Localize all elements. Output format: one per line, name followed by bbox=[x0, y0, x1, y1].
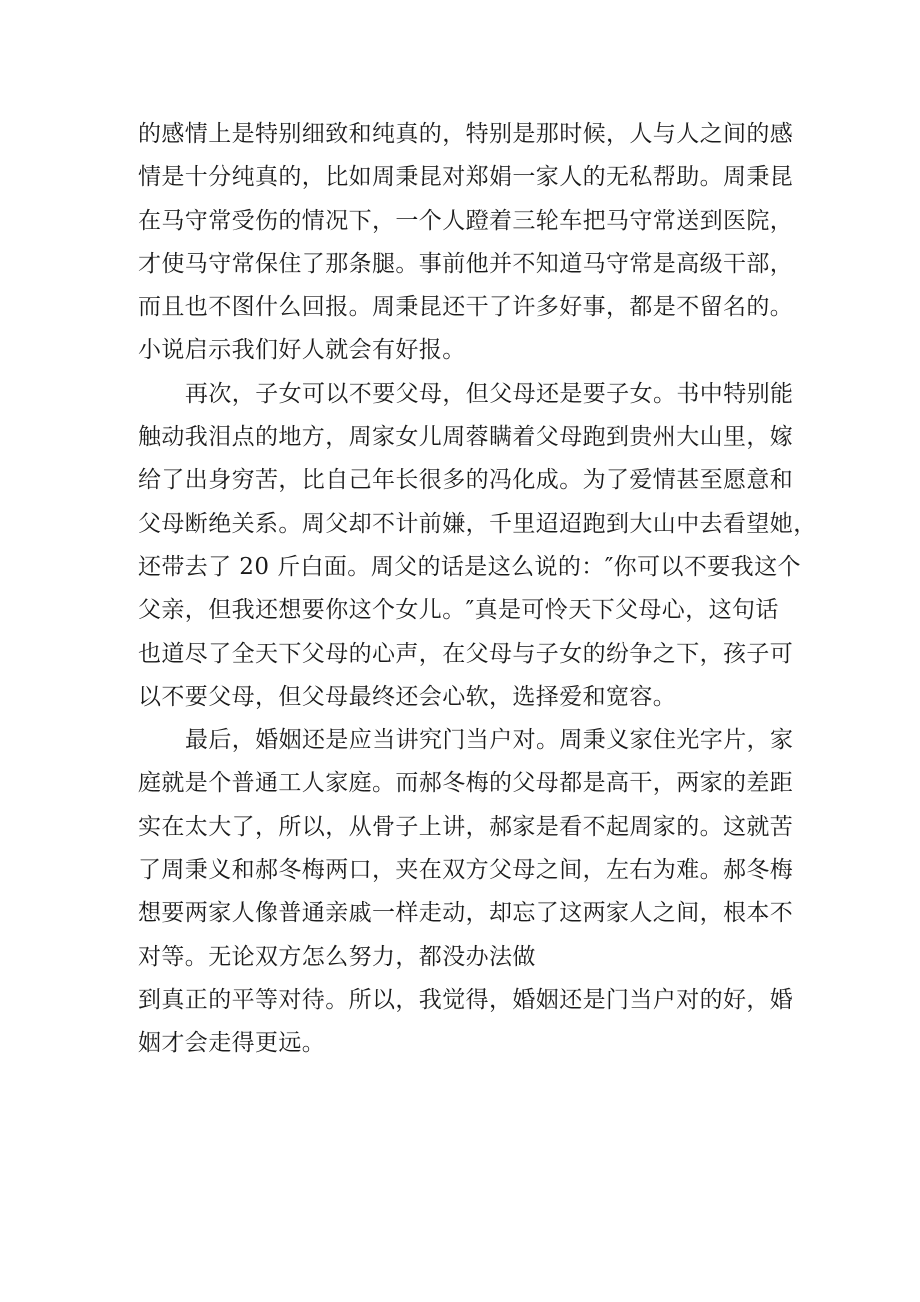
text-line: 情是十分纯真的，比如周秉昆对郑娟一家人的无私帮助。周秉昆 bbox=[138, 164, 794, 191]
text-line: 想要两家人像普通亲戚一样走动，却忘了这两家人之间，根本不 bbox=[138, 900, 794, 927]
text-line: 了周秉义和郝冬梅两口，夹在双方父母之间，左右为难。郝冬梅 bbox=[138, 857, 794, 884]
text-line: 给了出身穷苦，比自己年长很多的冯化成。为了爱情甚至愿意和 bbox=[138, 467, 794, 494]
text-line: 到真正的平等对待。所以，我觉得，婚姻还是门当户对的好，婚 bbox=[138, 986, 794, 1013]
text-line: 还带去了 20 斤白面。周父的话是这么说的：″你可以不要我这个 bbox=[138, 553, 801, 580]
text-line: 而且也不图什么回报。周秉昆还干了许多好事，都是不留名的。 bbox=[138, 294, 794, 321]
text-line: 触动我泪点的地方，周家女儿周蓉瞒着父母跑到贵州大山里，嫁 bbox=[138, 424, 794, 451]
text-line: 对等。无论双方怎么努力，都没办法做 bbox=[138, 943, 536, 970]
text-line: 姻才会走得更远。 bbox=[138, 1030, 326, 1057]
paragraph-start-line: 再次，子女可以不要父母，但父母还是要子女。书中特别能 bbox=[185, 380, 794, 407]
text-line: 以不要父母，但父母最终还会心软，选择爱和宽容。 bbox=[138, 683, 677, 710]
paragraph-start-line: 最后，婚姻还是应当讲究门当户对。周秉义家住光字片，家 bbox=[185, 727, 794, 754]
text-line: 小说启示我们好人就会有好报。 bbox=[138, 337, 466, 364]
text-line: 的感情上是特别细致和纯真的，特别是那时候，人与人之间的感 bbox=[138, 121, 794, 147]
text-line: 父亲，但我还想要你这个女儿。″真是可怜天下父母心，这句话 bbox=[138, 597, 779, 624]
text-line: 在马守常受伤的情况下，一个人蹬着三轮车把马守常送到医院， bbox=[138, 207, 794, 234]
text-line: 父母断绝关系。周父却不计前嫌，千里迢迢跑到大山中去看望她， bbox=[138, 510, 817, 537]
text-line: 才使马守常保住了那条腿。事前他并不知道马守常是高级干部， bbox=[138, 250, 794, 277]
text-line: 实在太大了，所以，从骨子上讲，郝家是看不起周家的。这就苦 bbox=[138, 813, 794, 840]
text-line: 庭就是个普通工人家庭。而郝冬梅的父母都是高干，两家的差距 bbox=[138, 770, 794, 797]
body-text bbox=[138, 113, 817, 1066]
text-line: 也道尽了全天下父母的心声，在父母与子女的纷争之下，孩子可 bbox=[138, 640, 794, 667]
